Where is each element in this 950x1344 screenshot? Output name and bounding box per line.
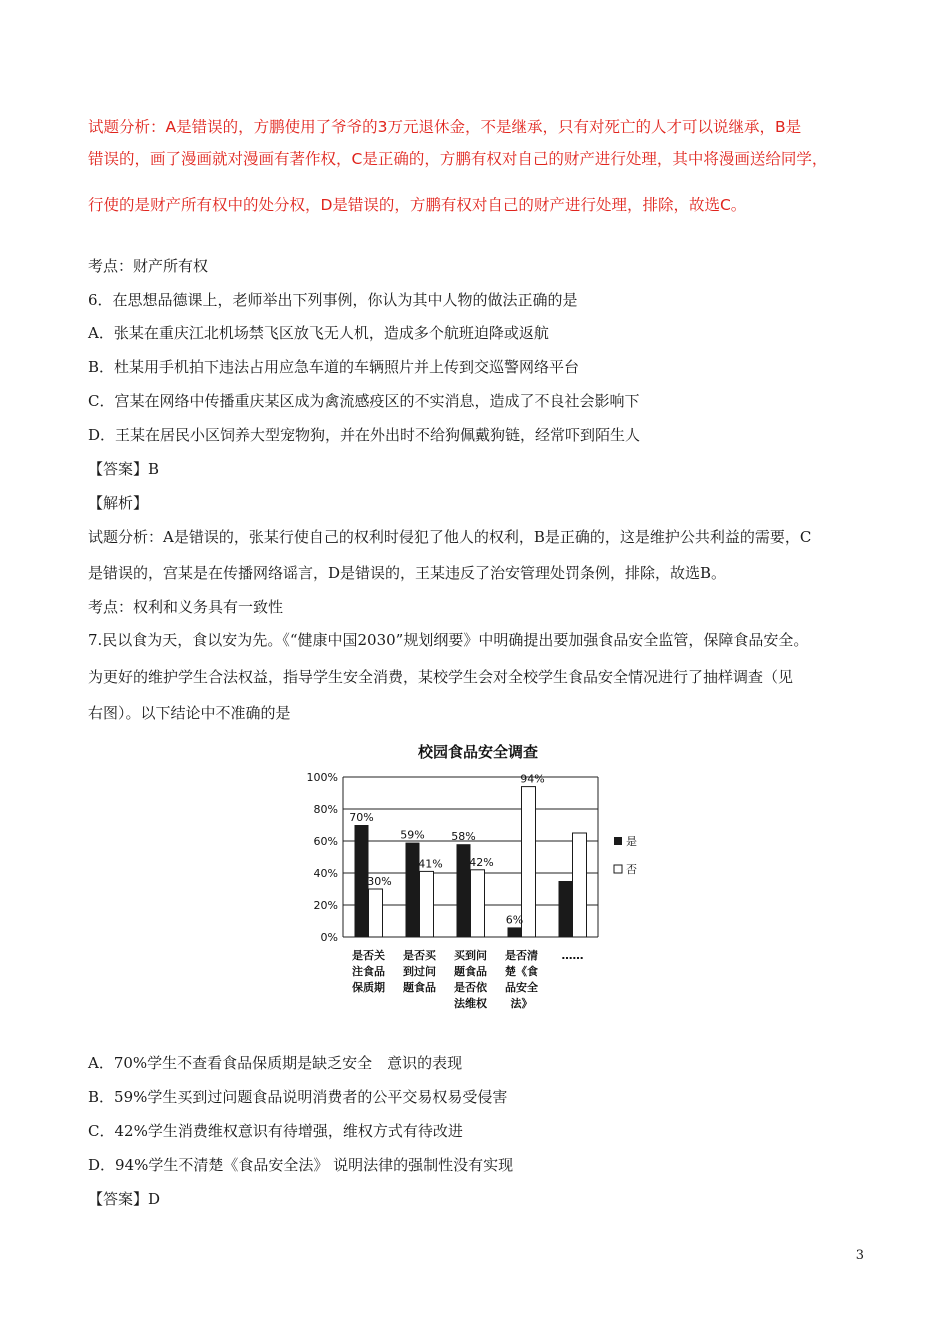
bar-no <box>369 889 383 937</box>
analysis5-line3: 行使的是财产所有权中的处分权，D是错误的，方鹏有权对自己的财产进行处理，排除，故选C。 <box>88 196 747 214</box>
bar-no <box>471 870 485 937</box>
y-tick-label: 100% <box>306 771 338 784</box>
y-tick-label: 40% <box>313 867 338 880</box>
legend-swatch-no <box>614 865 622 873</box>
legend-swatch-yes <box>614 837 622 845</box>
chart-legend <box>614 835 637 876</box>
q6-jiexi: 【解析】 <box>88 494 149 512</box>
data-label-no: 42% <box>469 855 494 869</box>
food-safety-chart <box>298 735 658 1035</box>
x-category-label: 是否依 <box>454 981 487 994</box>
q7-stem-line2: 为更好的维护学生合法权益，指导学生安全消费，某校学生会对全校学生食品安全情况进行了抽样调查（见 <box>88 668 794 686</box>
bar-yes <box>508 927 522 937</box>
q6-answer: 【答案】B <box>88 460 160 478</box>
q7-stem-line1: 7.民以食为天，食以安为先。《“健康中国2030”规划纲要》中明确提出要加强食品安全监管，保障食品安全。 <box>88 631 809 649</box>
page-number: 3 <box>855 1248 864 1263</box>
x-category-label: 法维权 <box>454 997 487 1010</box>
q6-kaodian: 考点：权利和义务具有一致性 <box>88 598 284 616</box>
x-category-label: 品安全 <box>505 981 538 994</box>
x-category-label: 到过问 <box>403 965 436 978</box>
q6-stem: 6．在思想品德课上，老师举出下列事例，你认为其中人物的做法正确的是 <box>88 291 578 309</box>
x-category-label: 是否买 <box>403 949 436 962</box>
data-label-no: 94% <box>520 772 545 786</box>
q6-option-c: C．宫某在网络中传播重庆某区成为禽流感疫区的不实消息，造成了不良社会影响下 <box>88 392 640 410</box>
q7-option-d: D．94%学生不清楚《食品安全法》 说明法律的强制性没有实现 <box>88 1156 514 1174</box>
q6-option-b: B．杜某用手机拍下违法占用应急车道的车辆照片并上传到交巡警网络平台 <box>88 358 580 376</box>
x-category-label: 题食品 <box>454 965 487 978</box>
legend-label-no: 否 <box>626 863 637 876</box>
x-category-label: 买到问 <box>454 949 487 962</box>
x-category-label: 法》 <box>510 997 533 1010</box>
data-label-no: 41% <box>418 857 443 871</box>
x-category-label: 是否关 <box>352 949 385 962</box>
data-label-yes: 70% <box>349 811 374 824</box>
x-category-label: 题食品 <box>403 981 436 994</box>
data-label-yes: 59% <box>400 828 425 842</box>
legend-label-yes: 是 <box>626 835 637 848</box>
q6-analysis-line2: 是错误的，宫某是在传播网络谣言，D是错误的，王某违反了治安管理处罚条例，排除，故选B。 <box>88 564 727 582</box>
q7-stem-line3: 右图）。以下结论中不准确的是 <box>88 704 291 722</box>
q6-option-d: D．王某在居民小区饲养大型宠物狗，并在外出时不给狗佩戴狗链，经常吓到陌生人 <box>88 426 641 444</box>
x-category-label: 保质期 <box>352 981 385 994</box>
q7-answer: 【答案】D <box>88 1190 161 1208</box>
data-label-no: 30% <box>367 875 392 888</box>
kaodian5: 考点：财产所有权 <box>88 257 209 275</box>
x-category-label: 注食品 <box>352 965 385 978</box>
data-label-yes: 6% <box>505 913 524 927</box>
analysis5-line1: 试题分析：A是错误的，方鹏使用了爷爷的3万元退休金，不是继承，只有对死亡的人才可以说继承，B是 <box>88 118 802 136</box>
y-tick-label: 80% <box>313 803 338 816</box>
data-label-yes: 58% <box>451 830 476 844</box>
x-category-label: …… <box>561 949 584 962</box>
x-category-label: 楚《食 <box>505 965 538 978</box>
y-tick-label: 20% <box>313 899 338 912</box>
q6-option-a: A．张某在重庆江北机场禁飞区放飞无人机，造成多个航班迫降或返航 <box>88 324 549 342</box>
bar-no <box>573 833 587 937</box>
q6-analysis-line1: 试题分析：A是错误的，张某行使自己的权利时侵犯了他人的权利，B是正确的，这是维护公共利益的需要，C <box>88 528 812 546</box>
y-tick-label: 0% <box>320 931 338 944</box>
y-tick-label: 60% <box>313 835 338 848</box>
q7-option-b: B．59%学生买到过问题食品说明消费者的公平交易权易受侵害 <box>88 1088 508 1106</box>
bar-no <box>522 787 536 937</box>
x-category-label: 是否清 <box>505 949 538 962</box>
q7-option-c: C．42%学生消费维权意识有待增强，维权方式有待改进 <box>88 1122 463 1140</box>
bar-no <box>420 871 434 937</box>
chart-x-labels <box>352 948 584 1010</box>
chart-title: 校园食品安全调查 <box>417 743 539 761</box>
chart-y-ticks <box>307 771 338 944</box>
analysis5-line2: 错误的，画了漫画就对漫画有著作权，C是正确的，方鹏有权对自己的财产进行处理，其中将漫画送给同学， <box>88 150 828 168</box>
q7-option-a: A．70%学生不查看食品保质期是缺乏安全 意识的表现 <box>88 1054 463 1072</box>
bar-yes <box>559 881 573 937</box>
